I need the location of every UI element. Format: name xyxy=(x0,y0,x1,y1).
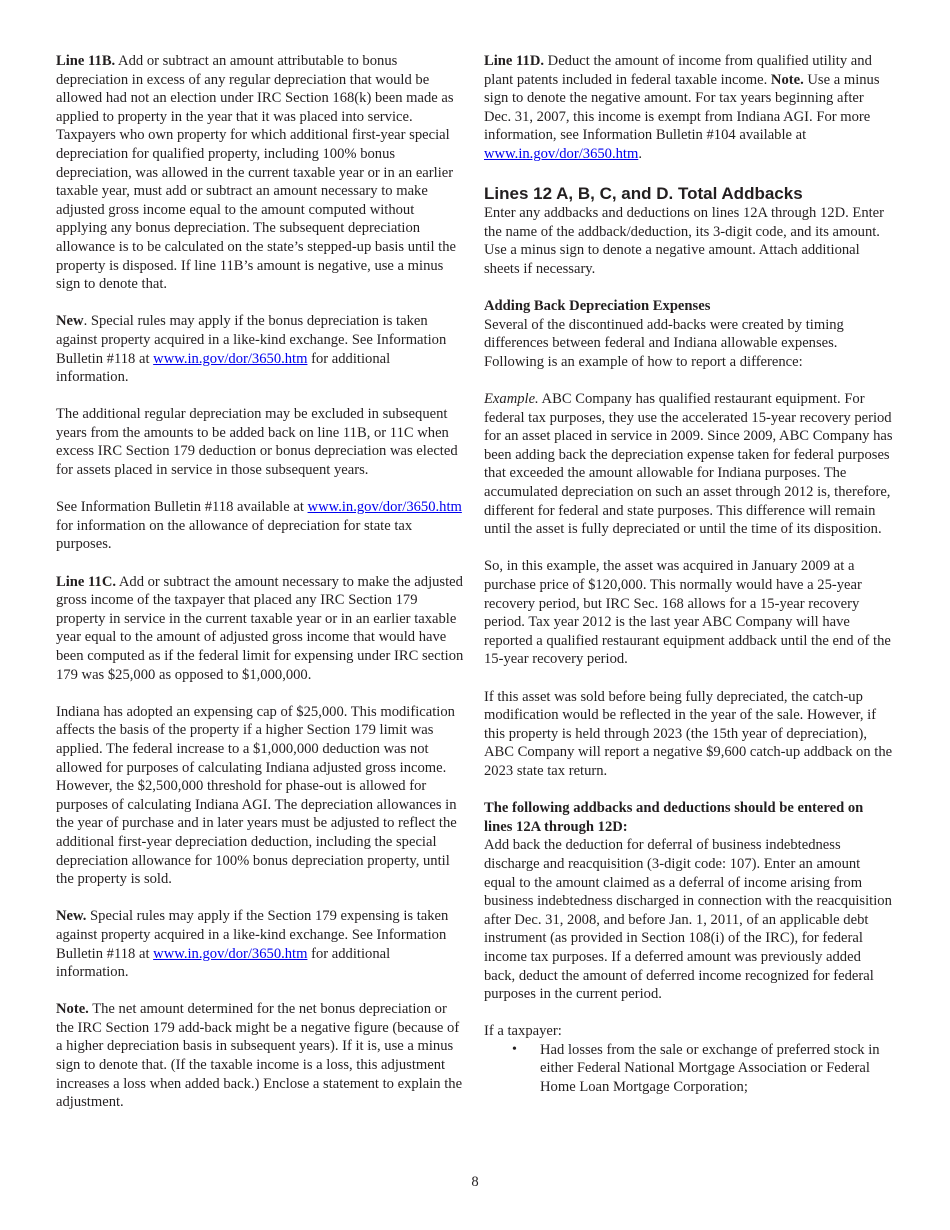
example-text: ABC Company has qualified restaurant equipment. For federal tax purposes, they use the accelerated 15-year recovery period for an asset placed in service in 2009. Since 2009, ABC Company has been adding back the depreciation expense taken for federal purposes that exceeded the amount allowable for Indiana purposes. The accumulated depreciation on such an asset through 2012 is, therefore, different for federal and state purposes. This difference will remain until the asset is fully depreciated or until the time of its disposition. xyxy=(484,391,893,538)
see-bulletin-paragraph xyxy=(56,498,464,554)
example-paragraph xyxy=(484,390,894,539)
right-column xyxy=(484,52,894,1097)
example-continued-paragraph: So, in this example, the asset was acquired in January 2009 at a purchase price of $120,000. This normally would have a 25-year recovery period, but IRC Sec. 168 allows for a 15-year recovery period. Tax year 2012 is the last year ABC Company will have reported a qualified restaurant equipment addback until the end of the 15-year recovery period. xyxy=(484,558,891,668)
bulletin-link[interactable]: www.in.gov/dor/3650.htm xyxy=(484,145,639,162)
bulletin-link[interactable]: www.in.gov/dor/3650.htm xyxy=(153,945,308,962)
line-11b-label: Line 11B. xyxy=(56,53,116,69)
deferral-paragraph: Add back the deduction for deferral of business indebtedness discharge and reacquisition (3-digit code: 107). Enter an amount equal to the amount claimed as a deferral of income arising from business indebtedness discharged in connection with the reacquisition after Dec. 31, 2008, and before Jan. 1, 2011, of an applicable debt instrument (as provided in Section 108(i) of the IRC), for federal income tax purposes. If a deferred amount was previously added back, deduct the amount of deferred income recognized for federal purposes in the current period. xyxy=(484,837,892,1003)
new-label: New xyxy=(56,313,84,330)
line-11d-text: Deduct the amount of income from qualified utility and plant patents included in federal taxable income. xyxy=(484,53,872,88)
addbacks-intro-paragraph: Enter any addbacks and deductions on lines 12A through 12D. Enter the name of the addback/deduction, its 3-digit code, and its amount. Use a minus sign to denote a negative amount. Attach additional sheets if necessary. xyxy=(484,205,885,277)
new-section-179-paragraph xyxy=(56,907,464,981)
note-label: Note. xyxy=(770,71,804,88)
note-text: The net amount determined for the net bonus depreciation or the IRC Section 179 add-back might be a negative figure (because of a higher depreciation basis in subsequent years). If it is, use a minus sign to denote that. (If the taxable income is a loss, this adjustment increases a loss when added back.) Enclose a statement to explain the adjustment. xyxy=(56,1001,463,1111)
line-11d-text-2: Use a minus sign to denote the negative amount. For tax years beginning after Dec. 31, 2007, this income is exempt from Indiana AGI. For more information, see Information Bulletin #104 available at xyxy=(484,71,880,144)
taxpayer-bullet-list xyxy=(484,1041,894,1097)
note-paragraph xyxy=(56,1000,464,1112)
subheading-depreciation: Adding Back Depreciation Expenses xyxy=(484,298,711,315)
line-11d-text-end: . xyxy=(638,145,642,162)
bulletin-link[interactable]: www.in.gov/dor/3650.htm xyxy=(153,350,308,367)
page-number: 8 xyxy=(471,1174,479,1190)
if-taxpayer-paragraph: If a taxpayer: xyxy=(484,1023,562,1040)
line-11d-label: Line 11D. xyxy=(484,53,545,69)
line-11b-paragraph xyxy=(56,52,464,294)
subheading-addbacks: The following addbacks and deductions should be entered on lines 12A through 12D: xyxy=(484,800,864,835)
section-heading: Lines 12 A, B, C, and D. Total Addbacks xyxy=(484,184,803,204)
see-bulletin-text: See Information Bulletin #118 available at xyxy=(56,499,308,516)
see-bulletin-text-end: for information on the allowance of depreciation for state tax purposes. xyxy=(56,517,413,553)
bulletin-link[interactable]: www.in.gov/dor/3650.htm xyxy=(307,499,462,516)
note-label: Note. xyxy=(56,1001,89,1018)
timing-differences-paragraph: Several of the discontinued add-backs were created by timing differences between federal and Indiana allowable expenses. Following is an example of how to report a difference: xyxy=(484,316,844,370)
example-label: Example. xyxy=(484,391,539,408)
left-column xyxy=(56,52,464,1130)
line-11c-text: Add or subtract the amount necessary to make the adjusted gross income of the taxpayer that placed any IRC Section 179 property in service in the current taxable year or in an earlier taxable year equal to the amount of adjusted gross income that would have been computed as if the federal limit for expensing under IRC section 179 was $25,000 as opposed to $1,000,000. xyxy=(56,573,464,683)
line-11c-label: Line 11C. xyxy=(56,573,117,590)
catch-up-paragraph: If this asset was sold before being fully depreciated, the catch-up modification would be reflected in the year of the sale. However, if this property is held through 2023 (the 15th year of depreciation), ABC Company will report a negative $9,600 catch-up addback on the 2023 state tax return. xyxy=(484,688,893,779)
additional-regular-paragraph: The additional regular depreciation may be excluded in subsequent years from the amounts to be added back on line 11B, or 11C when excess IRC Section 179 deduction or bonus depreciation was elected for assets placed in service in those subsequent years. xyxy=(56,406,458,479)
line-11d-paragraph xyxy=(484,52,894,164)
new-bonus-text-end: for additional information. xyxy=(56,350,391,386)
expensing-cap-paragraph: Indiana has adopted an expensing cap of $25,000. This modification affects the basis of the property if a higher Section 179 limit was applied. The federal increase to a $1,000,000 deduction was not allowed for purposes of calculating Indiana adjusted gross income. However, the $2,500,000 threshold for phase-out is allowed for purposes of calculating Indiana AGI. The depreciation allowances in the year of purchase and in later years must be adjusted to reflect the additional first-year depreciation deduction, including the special depreciation allowance for 100% bonus depreciation property, until the property is sold. xyxy=(56,703,457,888)
list-item: • Had losses from the sale or exchange of preferred stock in either Federal National Mortgage Association or Federal Home Loan Mortgage Corporation; xyxy=(540,1041,894,1097)
new-bonus-paragraph xyxy=(56,312,464,386)
new-bonus-text: . Special rules may apply if the bonus depreciation is taken against property acquired in a like-kind exchange. See Information Bulletin #118 at xyxy=(56,313,447,367)
line-11c-paragraph xyxy=(56,573,464,685)
new-section-179-text-end: for additional information. xyxy=(56,945,391,981)
line-11b-text: Add or subtract an amount attributable to bonus depreciation in excess of any regular depreciation that would be allowed had not an election under IRC Section 168(k) been made as applied to property in the year that it was placed into service. Taxpayers who own property for which additional first-year special depreciation for qualified property, including 100% bonus depreciation, was allowed in the current taxable year or in an earlier taxable year, must add or subtract an amount necessary to make adjusted gross income equal to the amount computed without applying any bonus depreciation. The subsequent depreciation allowance is to be calculated on the state’s stepped-up basis until the property is disposed. If line 11B’s amount is negative, use a minus sign to denote that. xyxy=(56,53,456,293)
new-label: New. xyxy=(56,908,87,925)
new-section-179-text: Special rules may apply if the Section 179 expensing is taken against property acquired in a like-kind exchange. See Information Bulletin #118 at xyxy=(56,908,449,962)
